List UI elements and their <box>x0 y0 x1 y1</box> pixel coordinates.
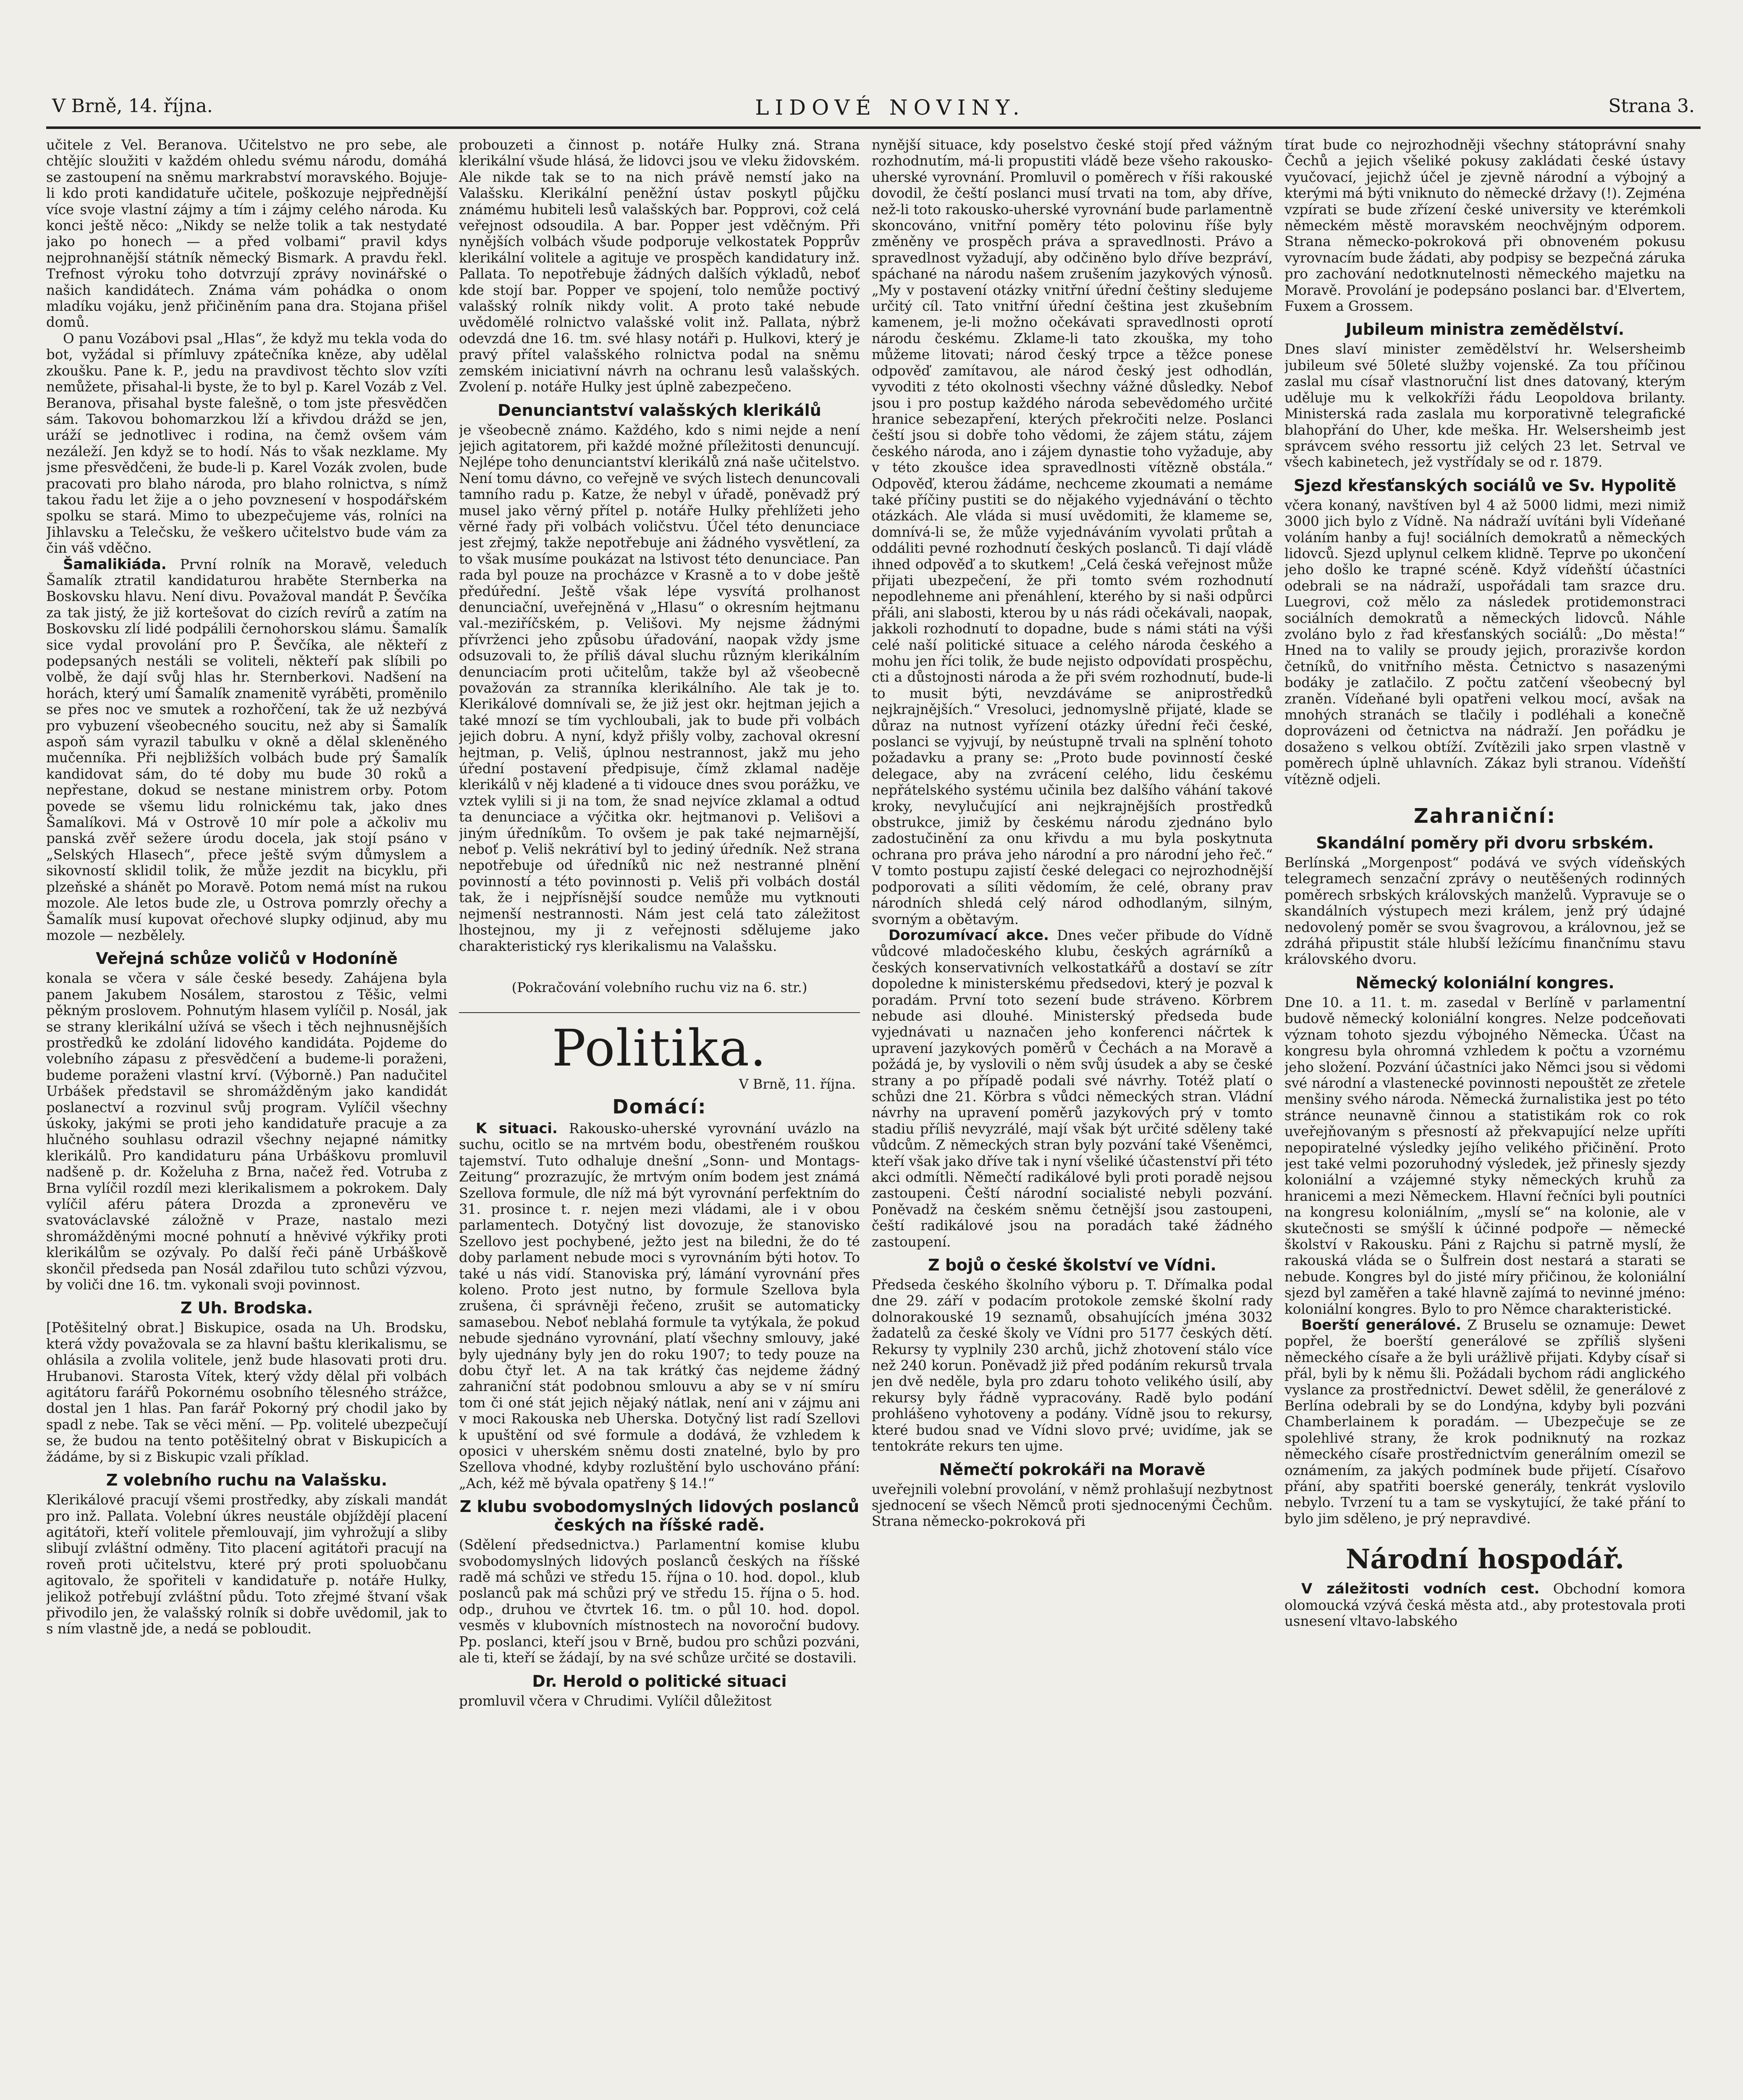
continuation-note: (Pokračování volebního ruchu viz na 6. str.) <box>511 979 807 995</box>
masthead-title: LIDOVÉ NOVINY. <box>755 95 1025 120</box>
article-heading: V záležitosti vodních cest. <box>1301 1580 1540 1598</box>
article-paragraph: Berlínská „Morgenpost“ podává ve svých vídeňských telegramech senzační zprávy o neutěšených rodinných poměrech srbských královských manželů. Vypravuje se o skandálních výstupech mezi králem, jenž prý údajné nedovolený poměr se svou švagrovou, a královnou, jež se zdráhá připustit stále hlubší ležícímu finančnímu stavu královského dvoru. <box>1284 855 1685 968</box>
article-paragraph: učitele z Vel. Beranova. Učitelstvo ne pro sebe, ale chtějíc sloužiti v každém ohledu svému národu, domáhá se zastoupení na sněmu markrabství moravského. Bojuje-li kdo proti kandidatuře učitele, poškozuje nejpřednější více svoje vlastní zájmy a tím i zájmy celého národa. Ku konci ještě něco: „Nikdy se nelže tolik a tak nestydaté jako po honech — a před volbami“ pravil kdys nejprohnanější státník německý Bismark. A pravdu řekl. Trefnost výroku toho dotvrzují zprávy novinářské o našich kandidátech. Známa vám pohádka o onom mladíku vojáku, jenž přičiněním pana dra. Stojana přišel domů. <box>46 137 447 331</box>
article-paragraph: (Sdělení předsednictva.) Parlamentní komise klubu svobodomyslných lidových poslanců českých na říšské radě má schůzi ve středu 15. října o 10. hod. dopol., klub poslanců pak má schůzi prý ve středu 15. října o 5. hod. odp., druhou ve čtvrtek 16. tm. o půl 10. hod. dopol. vesměs v klubovních místnostech na novoroční budovy. Pp. poslanci, kteří jsou v Brně, budou pro schůzi pozváni, ale ti, kteří se žádají, by na své schůze určité se dostavili. <box>459 1537 860 1666</box>
article-paragraph: Předseda českého školního výboru p. T. Dřímalka podal dne 29. září v podacím protokole zemské školní rady dolnorakouské 19 seznamů, obsahujících jména 3032 žadatelů za české školy ve Vídni pro 5177 českých dětí. Rekursy ty vyplnily 230 archů, jichž zhotovení stálo více než 240 korun. Poněvadž již před podáním rekursů trvala jen dvě neděle, byla pro zdaru tohoto velikého úsilí, aby rekursy byly řádně vypracovány. Radě bylo podání prohlášeno vyhotoveny a podány. Vídně jsou to rekursy, které budou snad ve Vídni slovo prvé; uvidíme, jak se tentokráte rekurs ten ujme. <box>872 1277 1273 1454</box>
article-paragraph: včera konaný, navštíven byl 4 až 5000 lidmi, mezi nimiž 3000 jich bylo z Vídně. Na nádraží uvítáni byli Vídeňané voláním hanby a fuj! sociálních demokratů a německých lidovců. Sjezd uplynul celkem klidně. Teprve po ukončení jeho došlo ke trapné scéně. Když vídeňští účastníci odebrali se na nádraží, uspořádali tam srazce dru. Luegrovi, což mělo za následek protidemonstraci sociálních demokratů a německých lidovců. Náhle zvoláno bylo z řad křesťanských sociálů: „Do města!“ Hned na to valily se proudy jejich, prorazivše kordon četníků, do vnitřního města. Četnictvo s nasazenými bodáky je zatlačilo. Z počtu zatčení všeobecný byl zraněn. Vídeňané byli opatřeni velkou mocí, avšak na mnohých stranách se tlačily i podléhali a konečně doprovázeni od četnictva na nádraží. Jen pořádku je dosaženo s velkou obtíží. Zvítězili jako srpen vlastně v poměrech úplně uhlavních. Zákaz byli stranou. Vídeňští vítězně odjeli. <box>1284 497 1685 788</box>
article-text: Rakousko-uherské vyrovnání uvázlo na suchu, ocitlo se na mrtvém bodu, obestřeném rouškou tajemství. Tuto odhaluje dnešní „Sonn- und Montags-Zeitung“ prozrazujíc, že mrtvým oním bodem jest známá Szellova formule, dle níž má být vyrovnání perfektním do 31. prosince t. r. nejen mezi vládami, ale i v obou parlamentech. Dotyčný list dovozuje, že stanovisko Szellovo jest pochybené, ježto jest na biledni, že do té doby parlament nebude moci s vyrovnáním býti hotov. To také u nás vidí. Stanoviska prý, lámání vyrovnání přes koleno. Proto jest nutno, by formule Szellova byla zrušena, či správněji řečeno, zrušit se automaticky samasebou. Neboť neblahá formule ta vytýkala, že pokud nebude sjednáno vyrovnání, platí všechny smlouvy, jaké byly ujednány byly jen do roku 1907; to tedy pouze na dobu čtyř let. A na tak krátký čas nejdeme žádný zahraniční stát podobnou smlouvu a aby se v ní smíru tom či oné stát jejich nějaký nátlak, není ani v zájmu ani v moci Rakouska neb Uherska. Dotyčný list radí Szellovi k upuštění od své formule a dodává, že vzhledem k oposici v uherském sněmu dosti znatelné, bylo by pro Szellova vhodné, kdyby rozluštění bylo uschováno přání: „Ach, kéž mě bývala opatřeny § 14.!“ <box>459 1120 860 1491</box>
article-paragraph: uveřejnili volební provolání, v němž prohlašují nezbytnost sjednocení se všech Němců proti sjednocenými Čechům. Strana německo-pokroková při <box>872 1481 1273 1530</box>
section-title: Národní hospodář. <box>1345 1544 1625 1575</box>
column-3 <box>872 137 1273 2100</box>
article-heading: Z bojů o české školství ve Vídni. <box>928 1256 1216 1275</box>
article-paragraph: probouzeti a činnost p. notáře Hulky zná. Strana klerikální všude hlásá, že lidovci jsou ve vleku židovském. Ale nikde tak se to na nich právě nemstí jako na Valašsku. Klerikální peněžní ústav poskytl půjčku známému hubiteli lesů valašských bar. Popprovi, což celá veřejnost odsoudila. A bar. Popper jest vděčným. Při nynějších volbách všude podporuje velkostatek Popprův klerikální volitele a agituje ve prospěch kandidatury inž. Pallata. To nepotřebuje žádných dalších výkladů, neboť kde stojí bar. Popper ve spojení, tolo nemůže poctivý valašský rolník nikdy volit. A proto také nebude uvědomělé rolnictvo valašské volit inž. Pallata, nýbrž odevzdá dne 16. tm. své hlasy notáři p. Hulkovi, který je pravý přítel valašského rolnictva podal na sněmu zemském iniciativní návrh na ochranu lesů valašských. Zvolení p. notáře Hulky jest úplně zabezpečeno. <box>459 137 860 395</box>
article-heading: Šamalikiáda. <box>63 556 167 573</box>
column-1 <box>46 137 447 2100</box>
article-paragraph: nynější situace, kdy poselstvo české stojí před vážným rozhodnutím, má-li propustiti vládě beze všeho rakousko-uherské vyrovnání. Promluvil o poměrech v říši rakouské dovodil, že čeští poslanci musí trvati na tom, aby dříve, než-li toto rakousko-uherské vyrovnání bude parlamentně skoncováno, vnitřní poměry této polovinu říše byly změněny ve prospěch práva a spravedlnosti. Právo a spravedlnost vyžadují, aby odčiněno bylo dříve bezpráví, spáchané na národu našem zrušením jazykových výnosů. „My v postavení otázky vnitřní úřední češtiny sledujeme určitý cíl. Tato vnitřní úřední čeština jest zkušebním kamenem, je-li možno očekávati spravedlnosti oprotí národu českému. Zklame-li tato zkouška, my toho můžeme litovati; národ český trpce a těžce ponese odpověď zamítavou, ale národ český jest odhodlán, vyvoditi z této okolnosti všechny vážné důsledky. Nebof jsou i pro postup každého národa sebevědomého určité hranice sebezapření, kterých překročiti nelze. Poslanci čeští jsou si dobře toho vědomi, že zájem státu, zájem českého národa, ano i zájem dynastie toho vyžaduje, aby v této zkoušce idea spravedlnosti vítězně obstála.“ Odpověď, kterou žádáme, nechceme zkoumati a nemáme také příčiny pustiti se do nějakého vyjednávání o těchto otázkách. Ale vláda si musí uvědomiti, že klameme se, domnívá-li se, že může vyjednáváním vyvolati průtah a oddáliti pevné rozhodnutí českých poslanců. Ti dají vládě ihned odpověď a to skutkem! „Celá česká veřejnost může přijati ubezpečení, že při tomto svém rozhodnutí nepodlehneme ani přenáhlení, kterého by si naši odpůrci přáli, ani slabosti, kterou by u nás rádi očekávali, naopak, jakkoli rozhodnutí to dopadne, bude s námi státi na výši celé naší politické situace a celého národa českého a mohu jen říci tolik, že bude nejisto odpovídati prospěchu, cti a důstojnosti národa a že při svém rozhodnutí, bude-li to musit býti, nevzdáváme se aniprostředků nejkrajnějších.“ Vresoluci, jednomyslně přijaté, klade se důraz na nutnost vyřízení otázky úřední řeči české, poslanci se vyjvují, by neústupně trvali na splnění tohoto požadavku a prany se: „Proto bude povinností české delegace, aby na zvrácení celého, lidu českému nepřátelského systému učinila bez dalšího váhání takové kroky, nevylučující ani nejkrajnějších prostředků obstrukce, jimiž by českému národu zjednáno bylo zadostučinění za onu křivdu a mu byla poskytnuta ochrana pro práva jeho národní a pro národní jeho řeč.“ V tomto postupu zajistí české delegaci co nejrozhodnější podporovati a síliti vědomím, že celé, obrany prav národních shledá celý národ odhodlaným, silným, svorným a obětavým. <box>872 137 1273 927</box>
article-paragraph: Dne 10. a 11. t. m. zasedal v Berlíně v parlamentní budově německý koloniální kongres. Nelze podceňovati význam tohoto sjezdu výbojného Německa. Účast na kongresu byla ohromná vzhledem k počtu a vzornému jeho složení. Pozvání účastníci jako Němci jsou si vědomi své národní a vlastenecké povinnosti nepouštět ze zřetele menšiny svého národa. Německá žurnalistika jest po této stránce neunavně činnou a statistikám rok co rok uveřejňovaným s přesností až překvapující nelze upříti nepopiratelné výsledky jejího velikého přičinění. Proto jest také velmi pozoruhodný výsledek, jež přinesly sjezdy koloniální a vzájemné styky německých kruhů za hranicemi a mezi Německem. Hlavní řečníci byli poutníci na kongresu koloniálním, „myslí se“ na kolonie, ale v skutečnosti se smýšlí k účinné podpoře — německé školství v Rakousku. Páni z Rajchu si patrně myslí, že rakouská vláda se o Šulfrein dost nestará a starati se nebude. Kongres byl do jisté míry přičinou, že koloniální sjezd byl zaměřen a také hlavně zajímá to nevinné jméno: koloniální kongres. Bylo to pro Němce charakteristické. <box>1284 994 1685 1317</box>
article-paragraph: Dnes slaví minister zemědělství hr. Welsersheimb jubileum své 50leté služby vojenské. Za tou příčinou zaslal mu císař vlastnoruční list dnes datovaný, kterým uděluje mu k velkokříži řádu Leopoldova brilanty. Ministerská rada zaslala mu korporativně telegrafické blahopřání do Uher, kde meška. Hr. Welsersheimb jest správcem svého ressortu již celých 23 let. Setrval ve všech kabinetech, jež vystřídaly se od r. 1879. <box>1284 341 1685 470</box>
article-heading: K situaci. <box>476 1120 558 1137</box>
column-2 <box>459 137 860 2100</box>
masthead <box>46 90 1701 129</box>
subsection-title: Zahraniční: <box>1413 804 1557 828</box>
article-heading: Němečtí pokrokáři na Moravě <box>939 1460 1206 1479</box>
masthead-page-number: Strana 3. <box>1608 95 1695 117</box>
article-paragraph: konala se včera v sále české besedy. Zahájena byla panem Jakubem Nosálem, starostou z Těšic, velmi pěkným proslovem. Pohnutým hlasem vylíčil p. Nosál, jak se strany klerikální užívá se všech i těch nejhnusnějších prostředků ke zdolání lidového kandidáta. Pojdeme do volebního zápasu z přesvědčení a budeme-li poraženi, budeme poraženi vlastní krví. (Výborně.) Pan nadučitel Urbášek představil se shromážděným jako kandidát poslanectví a rozvinul svůj program. Vylíčil všechny úskoky, jakými se proti jeho kandidatuře pracuje a za hlučného souhlasu odrazil všechny nejapné námitky klerikálů. Pro kandidaturu pána Urbáškovu promluvil nadšeně p. dr. Koželuha z Brna, načež řed. Votruba z Brna vylíčil rozdíl mezi klerikalismem a pokrokem. Daly vylíčil aféru pátera Drozda a zpronevěru ve svatováclavské záložně v Praze, nastalo mezi shromážděnými mocné pohnutí a hněvivé výkřiky proti klerikálům se ozývaly. Po další řeči páně Urbáškově skončil předseda pan Nosál zdařilou tuto schůzi výzvou, by voliči dne 16. tm. vykonali svoji povinnost. <box>46 970 447 1293</box>
article-heading: Denunciantství valašských klerikálů <box>498 401 821 420</box>
article-paragraph: Klerikálové pracují všemi prostředky, aby získali mandát pro inž. Pallata. Volební úkres neustále objíždějí placení agitátoři, kteří volitele přemlouvají, jim vyhrožují a sliby slibují zvláštní odměny. Tito placení agitátoři pracují na roveň proti učitelstvu, které prý proti spoluobčanu agitovalo, že spořiteli v kandidatuře p. notáře Hulky, jelikož potřebují zvláštní půdu. Toto zřejmé štvaní však přivodilo jen, že valašský rolník si dobře uvědomil, jak to s ním vlastně jde, a nedá se pobloudit. <box>46 1492 447 1637</box>
article-heading: Dorozumívací akce. <box>889 927 1049 944</box>
article-heading: Skandální poměry při dvoru srbském. <box>1316 834 1654 853</box>
article-paragraph: je všeobecně známo. Každého, kdo s nimi nejde a není jejich agitatorem, při každé možné příležitosti denuncují. Nejlépe toho denunciantství klerikálů zná naše učitelstvo. Není tomu dávno, co veřejně ve svých listech denuncovali tamního radu p. Katze, že nebyl v úřadě, poněvadž prý musel jako věrný přítel p. notáře Hulky přehlížeti jeho věrné řady při volbách voličstvu. Účel této denunciace jest zřejmý, takže nepotřebuje ani žádného vysvětlení, za to však musíme poukázat na lstivost této denunciace. Pan rada byl pouze na procházce v Krasně a to v dobe ještě předúřední. Ještě však lépe vysvítá prolhanost denunciační, uveřejněná v „Hlasu“ o okresním hejtmanu val.-meziříčském, p. Velišovi. My nejsme žádnými přívrženci jeho způsobu úřadování, naopak vždy jsme odsuzovali to, že příliš dával sluchu různým klerikálním denunciacím proti učitelům, takže byl až všeobecně považován za stranníka klerikálního. Ale tak je to. Klerikálové domnívali se, že již jest okr. hejtman jejich a také mnozí se tím vychloubali, jak to bude při volbách jejich dobru. A nyní, když přišly volby, zachoval okresní hejtman, p. Veliš, úplnou nestrannost, jakž mu jeho úřední postavení předpisuje, čímž zklamal naděje klerikálů v něj kladené a ti vidouce dnes svou porážku, ve vztek vylili si ji na tom, že snad nejvíce zklamal a odtud ta denunciace a výčitka okr. hejtmanovi p. Velišovi a jiným úředníkům. To ovšem je pak také nejmarnější, neboť p. Veliš nekrátiví byl to jediný úředník. Než strana nepotřebuje od úředníků nic než nestranné plnění povinností a této povinnosti p. Veliš při volbách dostál tak, že i nejpřísnější soudce nemůže mu vytknouti nejmenší nestrannosti. Nám jest celá tato záležitost lhostejnou, my ji z veřejnosti sdělujeme jako charakteristický rys klerikalismu na Valašsku. <box>459 422 860 954</box>
article-heading: Veřejná schůze voličů v Hodoníně <box>96 949 398 968</box>
text-columns <box>46 137 1701 2100</box>
column-4 <box>1284 137 1685 2100</box>
article-heading: Z volebního ruchu na Valašsku. <box>106 1471 388 1490</box>
article-text: Dnes večer přibude do Vídně vůdcové mladočeského klubu, českých agrárníků a českých konservativních velkostatkářů a dostaví se zítr dopoledne k ministerskému předsedovi, který je pozval k poradám. První toto sezení bude stráveno. Körbrem nebude asi dlouhé. Ministerský předseda bude vyjednávati u naznačen jeho konferenci náčrtek k upravení jazykových poměrů v Čechách a na Moravě a požádá je, by vyslovili o něm svůj úsudek a aby se české strany a po případě podali své návrhy. Totéž platí o schůzi dne 21. Körbra s vůdci německých stran. Vládní návrhy na upravení poměrů jazykových prý v tomto stadiu příliš nevyzrálé, mají však být určité sděleny také vůdcům. Z německých stran byly pozvání také Všeněmci, kteří však jako dříve tak i nyní všeliké účastenství při této akci odmítli. Němečtí radikálové byli proti poradě nejsou zastoupeni. Čeští národní socialisté nebyli pozvání. Poněvadž na českém sněmu četnější jsou zastoupeni, čeští radikálové jsou na poradách také žádného zastoupení. <box>872 927 1273 1250</box>
article-text: Z Bruselu se oznamuje: Dewet popřel, že boerští generálové se zpříliš slyšeni německého císaře a že byli urážlivě přijati. Kdyby císař si přál, byli by k němu šli. Požádali bychom rádi anglického vyslance za prostřednictví. Dewet sdělil, že generálové z Berlína odebrali by se do Londýna, kdyby byli pozváni Chamberlainem k poradám. — Ubezpečuje se ze spolehlivé strany, že krok podniknutý na rozkaz německého císaře prostřednictvím generálním omezil se oznámením, za jakých podmínek bude přijetí. Císařovo přání, aby spatřiti boerské generály, tenkrát vyslovilo nebylo. Tvrzení tu a tam se vyskytující, že také přání to bylo jim sděleno, je prý nepravdivé. <box>1284 1317 1685 1527</box>
article-text: První rolník na Moravě, veleduch Šamalík ztratil kandidaturou hraběte Sternberka na Boskovsku hlavu. Není divu. Považoval mandát P. Ševčíka za tak jistý, že již kortešovat do cizích revírů a zatím na Boskovsku zlí lidé podpálili černohorskou slámu. Šamalík sice vydal provolání pro P. Ševčíka, ale někteří z podepsaných nestáli se voliteli, někteří pak slíbili po volbě, že dají svůj hlas hr. Sternberkovi. Nadšení na horách, který umí Šamalík znamenitě vyráběti, proměnilo se přes noc ve smutek a rozhořčení, tak že už nezbývá pro vybuzení všeobecného soucitu, než aby si Šamalík aspoň sám vyrazil tabulku v okně a dělal skleněného mučenníka. Při nejbližších volbách bude prý Šamalík kandidovat sám, do té doby mu bude 30 roků a nepřestane, dokud se nestane ministrem orby. Potom povede se všemu lidu rolnickému tak, jako dnes Šamalíkovi. Má v Ostrově 10 mír pole a ačkoliv mu panská zvěř sežere úrodu docela, jak stojí psáno v „Selských Hlasech“, přece ještě svým důmyslem a sikovností sklidil tolik, že může jezdit na bicyklu, při plzeňské a shánět po Moravě. Potom nemá míst na rukou mozole. Ale letos bude zle, u Ostrova pomrzly ořechy a Šamalík musí kupovat ořechové slupky odjinud, aby mu mozole — nezbělely. <box>46 556 447 943</box>
section-dateline: V Brně, 11. října. <box>739 1076 856 1092</box>
article-text: Obchodní komora olomoucká vzývá česká města atd., aby protestovala proti usnesení vltavo-labského <box>1284 1581 1685 1630</box>
article-heading: Německý koloniální kongres. <box>1355 973 1615 992</box>
article-heading: Z Uh. Brodska. <box>180 1299 313 1318</box>
masthead-dateline: V Brně, 14. října. <box>52 95 213 117</box>
article-paragraph: promluvil včera v Chrudimi. Vylíčil důležitost <box>459 1693 772 1709</box>
article-paragraph: [Potěšitelný obrat.] Biskupice, osada na Uh. Brodsku, která vždy považovala se za hlavní baštu klerikalismu, se ohlásila a zvolila volitele, jenž bude hlasovati proti dru. Hrubanovi. Starosta Vítek, který vždy dělal při volbách agitátoru farářů Pokornému osobního tělesného strážce, dostal jen 1 hlas. Pan farář Pokorný prý chodil jako by spadl z nebe. Tak se věci mění. — Pp. volitelé ubezpečují se, že budou na tento potěšitelný obrat v Biskupicích a žádáme, by si z Biskupic vzali příklad. <box>46 1320 447 1465</box>
subsection-title: Domácí: <box>612 1095 707 1118</box>
section-title: Politika. <box>552 1019 767 1078</box>
section-divider <box>459 1012 860 1013</box>
article-paragraph: tírat bude co nejrozhodněji všechny státoprávní snahy Čechů a jejich všeliké pokusy zakládati české ústavy vyučovací, jejichž účel je zjevně národní a výbojný a kterými má býti vniknuto do německé državy (!). Zejména vzpírati se bude zřízení české university ve kterémkoli německém městě moravském neochvějným odporem. Strana německo-pokroková při obnoveném pokusu vyrovnacím bude žádati, aby podpisy se bezpečná záruka pro zachování nedotknutelnosti německého majetku na Moravě. Provolání je podepsáno poslanci bar. d'Elvertem, Fuxem a Grossem. <box>1284 137 1685 315</box>
article-heading: Dr. Herold o politické situaci <box>532 1672 787 1690</box>
article-heading: Jubileum ministra zemědělství. <box>1345 320 1625 339</box>
article-heading: Z klubu svobodomyslných lidových poslanců českých na říšské radě. <box>459 1497 860 1535</box>
article-paragraph: O panu Vozábovi psal „Hlas“, že když mu tekla voda do bot, vyžádal si přímluvy zpátečníka kněze, aby udělal zkoušku. Pane k. P., jedu na pravdivost těchto slov vzíti nemůžete, přisahal-li byste, že to byl p. Karel Vozáb z Vel. Beranova, přisahal byste falešně, o tom jste přesvědčen sám. Takovou bohomarzkou lží a křivdou drážd se jen, uráží se jednotlivec i rodina, na čemž ovšem vám nezáleží. Jen když se to hodí. Nás to však nezklame. My jsme přesvědčeni, že bude-li p. Karel Vozák zvolen, bude pracovati pro blaho národa, pro blaho rolnictva, s nímž takou řadu let žije a o jeho povznesení v hospodářském spolku se stará. Mimo to ubezpečujeme vás, rolníci na Jihlavsku a Telečsku, že veškero učitelstvo bude vám za čin váš vděčno. <box>46 330 447 556</box>
article-heading: Boerští generálové. <box>1301 1317 1461 1334</box>
article-heading: Sjezd křesťanských sociálů ve Sv. Hypolitě <box>1293 476 1677 495</box>
